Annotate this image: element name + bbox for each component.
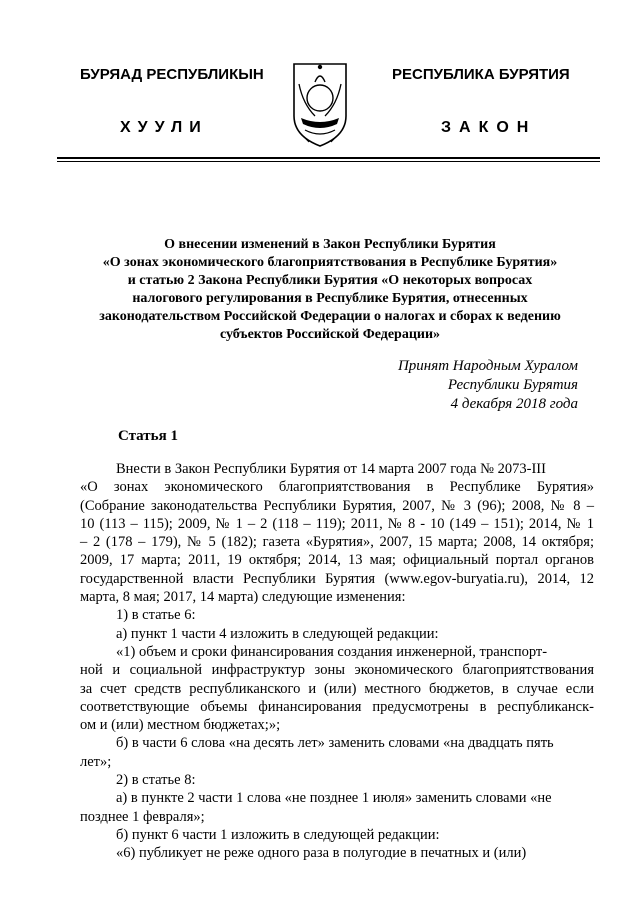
body-line: 2009, 17 марта; 2011, 19 октября; 2014, 13 мая; официальный портал органов: [80, 552, 594, 569]
body-line: а) пункт 1 части 4 изложить в следующей редакции:: [116, 625, 439, 642]
body-line: «О зонах экономического благоприятствования в Республике Бурятия»: [80, 479, 594, 496]
body-line: «1) объем и сроки финансирования создания инженерной, транспорт-: [116, 643, 548, 660]
body-line: соответствующие объемы финансирования предусмотрены в республиканск-: [80, 698, 594, 715]
body-line: марта, 8 мая; 2017, 14 марта) следующие изменения:: [80, 589, 406, 606]
header-right-title: РЕСПУБЛИКА БУРЯТИЯ: [392, 66, 570, 83]
header-right-subtitle: ЗАКОН: [441, 119, 537, 136]
adoption-note: [398, 357, 578, 414]
law-title-line: налогового регулирования в Республике Бурятия, отнесенных: [132, 291, 528, 306]
coat-of-arms-icon: [291, 60, 349, 148]
body-line: – 2 (178 – 179), № 5 (182); газета «Бурятия», 2007, 15 марта; 2008, 14 октября;: [80, 534, 594, 551]
law-title-line: «О зонах экономического благоприятствования в Республике Бурятия»: [102, 255, 558, 270]
body-line: 10 (113 – 115); 2009, № 1 – 2 (118 – 119); 2011, № 8 - 10 (149 – 151); 2014, № 1: [80, 515, 594, 532]
article-body: [80, 460, 594, 863]
header-left-subtitle: ХУУЛИ: [120, 119, 208, 136]
law-title-line: и статью 2 Закона Республики Бурятия «О некоторых вопросах: [127, 273, 533, 288]
adoption-line: Республики Бурятия: [447, 377, 578, 393]
body-line: «6) публикует не реже одного раза в полугодие в печатных и (или): [116, 845, 527, 862]
adoption-line: Принят Народным Хуралом: [397, 358, 578, 374]
body-line: (Собрание законодательства Республики Бурятия, 2007, № 3 (96); 2008, № 8 –: [80, 497, 594, 514]
body-line: б) в части 6 слова «на десять лет» заменить словами «на двадцать пять: [116, 735, 554, 752]
law-title-line: законодательством Российской Федерации о налогах и сборах к ведению: [99, 309, 561, 324]
body-line: ом и (или) местном бюджетах;»;: [80, 717, 281, 734]
body-line: 1) в статье 6:: [116, 607, 196, 624]
article-heading: Статья 1: [118, 428, 178, 444]
law-title: [60, 236, 600, 344]
body-line: ной и социальной инфраструктур зоны экономического благоприятствования: [80, 662, 594, 679]
body-line: б) пункт 6 части 1 изложить в следующей редакции:: [116, 826, 440, 843]
body-line: а) в пункте 2 части 1 слова «не позднее 1 июля» заменить словами «не: [116, 790, 552, 807]
law-title-line: О внесении изменений в Закон Республики Бурятия: [164, 237, 496, 252]
body-line: за счет средств республиканского и (или) местного бюджетов, в случае если: [80, 680, 594, 697]
body-line: 2) в статье 8:: [116, 772, 196, 789]
header-divider-thin: [57, 161, 600, 162]
header-divider: [57, 157, 600, 159]
body-line: лет»;: [80, 753, 112, 770]
body-line: позднее 1 февраля»;: [80, 808, 205, 825]
header-left-title: БУРЯАД РЕСПУБЛИКЫН: [80, 66, 264, 83]
law-title-line: субъектов Российской Федерации»: [219, 327, 441, 342]
body-line: государственной власти Республики Бурятия (www.egov-buryatia.ru), 2014, 12: [80, 570, 594, 587]
adoption-date: 4 декабря 2018 года: [450, 396, 578, 412]
body-line: Внести в Закон Республики Бурятия от 14 марта 2007 года № 2073-III: [116, 461, 546, 477]
